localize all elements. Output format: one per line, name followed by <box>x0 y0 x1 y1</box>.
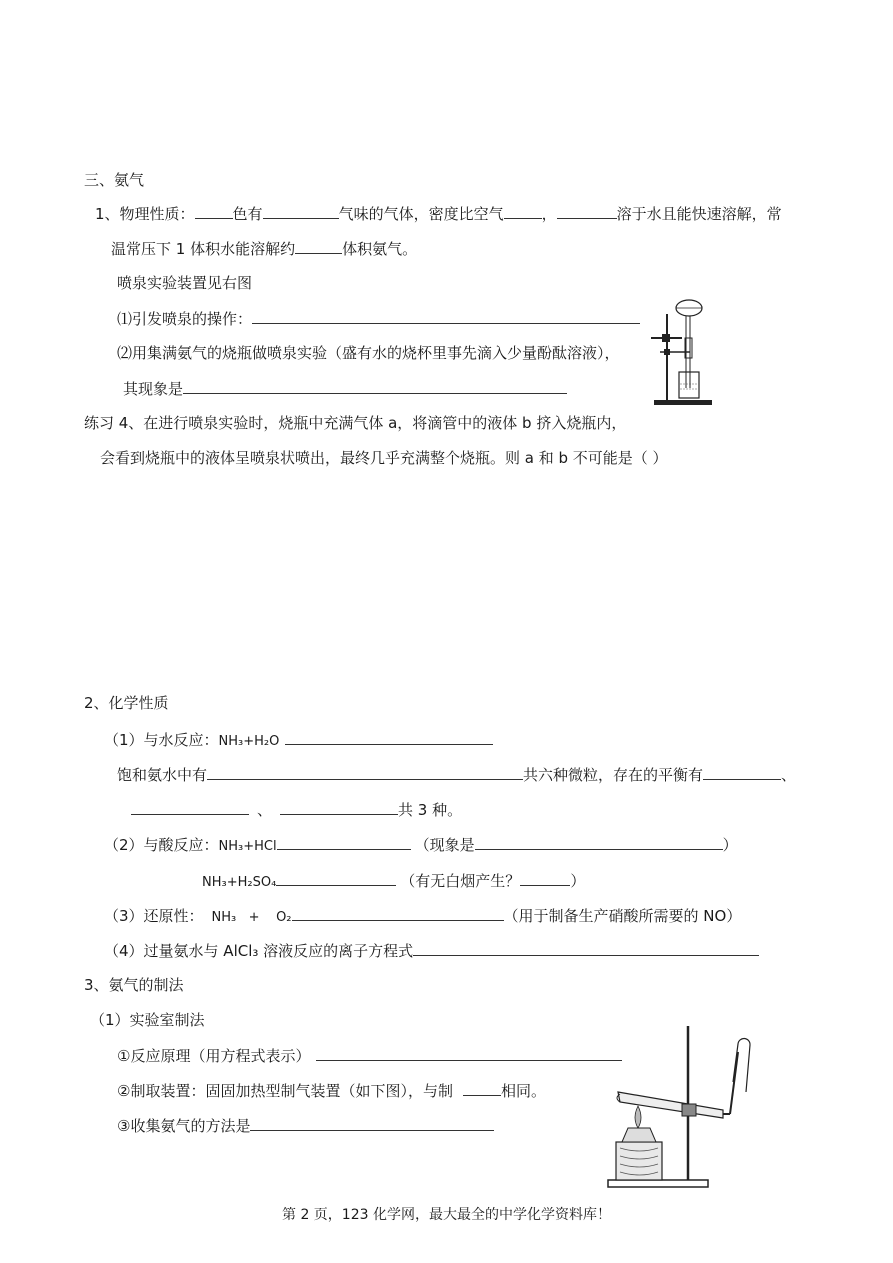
text: 共 3 种。 <box>398 801 463 819</box>
text: （4）过量氨水与 AlCl₃ 溶液反应的离子方程式 <box>104 942 414 960</box>
exercise-4-line1: 练习 4、在进行喷泉实验时，烧瓶中充满气体 a，将滴管中的液体 b 挤入烧瓶内， <box>84 414 627 432</box>
text: 体积氨气。 <box>342 240 418 258</box>
answer-blank[interactable] <box>276 870 396 886</box>
water-reaction <box>104 729 493 752</box>
answer-blank[interactable] <box>463 1080 501 1096</box>
answer-blank[interactable] <box>183 378 567 394</box>
answer-blank[interactable] <box>250 1115 494 1131</box>
text: 溶于水且能快速溶解，常 <box>616 205 782 223</box>
answer-blank[interactable] <box>295 238 342 254</box>
text: 其现象是 <box>123 380 184 398</box>
answer-blank[interactable] <box>280 799 398 815</box>
fountain-intro: 喷泉实验装置见右图 <box>117 274 253 292</box>
alcl3-reaction-line <box>104 940 759 961</box>
text: 、 <box>257 801 273 819</box>
equation: NH₃+H₂O <box>218 734 280 749</box>
ammonia-water-line <box>117 764 796 785</box>
lab-method: （1）实验室制法 <box>90 1011 205 1029</box>
apparatus-line <box>117 1080 546 1101</box>
reducibility-line <box>104 905 741 928</box>
physical-heading: 1、物理性质： <box>95 205 195 223</box>
text: 气味的气体，密度比空气 <box>338 205 504 223</box>
chemical-heading: 2、化学性质 <box>84 694 169 712</box>
text: ③收集氨气的方法是 <box>117 1117 251 1135</box>
equation: NH₃+H₂SO₄ <box>202 875 277 890</box>
section-title: 三、氨气 <box>84 171 145 189</box>
text: ⑴引发喷泉的操作： <box>117 310 253 328</box>
fountain-question-2: ⑵用集满氨气的烧瓶做喷泉实验（盛有水的烧杯里事先滴入少量酚酞溶液）， <box>117 344 620 362</box>
text: （1）与水反应： <box>104 731 219 749</box>
reaction-principle <box>117 1045 622 1066</box>
answer-blank[interactable] <box>195 203 233 219</box>
text: 、 <box>781 766 797 784</box>
text: ②制取装置：固固加热型制气装置（如下图），与制 <box>117 1082 453 1100</box>
acid-reaction-1 <box>104 834 738 857</box>
text: 共六种微粒，存在的平衡有 <box>523 766 704 784</box>
text: ） <box>570 872 586 890</box>
answer-blank[interactable] <box>520 870 570 886</box>
answer-blank[interactable] <box>207 764 523 780</box>
answer-blank[interactable] <box>285 729 493 745</box>
text: （有无白烟产生？ <box>400 872 521 890</box>
preparation-heading: 3、氨气的制法 <box>84 976 184 994</box>
text: 色有 <box>232 205 263 223</box>
collection-method <box>117 1115 494 1136</box>
answer-blank[interactable] <box>703 764 781 780</box>
text: ， <box>541 205 557 223</box>
fountain-apparatus-figure <box>646 296 714 408</box>
answer-blank[interactable] <box>131 799 249 815</box>
acid-reaction-2 <box>202 870 585 893</box>
text: ①反应原理（用方程式表示） <box>117 1047 311 1065</box>
equation: NH₃ + O₂ <box>211 910 292 925</box>
answer-blank[interactable] <box>292 905 504 921</box>
answer-blank[interactable] <box>475 834 723 850</box>
page-footer: 第 2 页，123 化学网，最大最全的中学化学资料库！ <box>282 1207 611 1223</box>
answer-blank[interactable] <box>263 203 339 219</box>
text: （3）还原性： <box>104 907 204 925</box>
text: ） <box>722 836 738 854</box>
answer-blank[interactable] <box>413 940 759 956</box>
text: （用于制备生产硝酸所需要的 NO） <box>503 907 742 925</box>
text: 饱和氨水中有 <box>117 766 208 784</box>
equation: NH₃+HCl <box>218 839 277 854</box>
answer-blank[interactable] <box>316 1045 622 1061</box>
heating-apparatus-figure <box>598 1022 758 1192</box>
physical-properties-line2 <box>111 238 417 259</box>
fountain-phenomenon <box>123 378 567 399</box>
answer-blank[interactable] <box>277 834 411 850</box>
text: （2）与酸反应： <box>104 836 219 854</box>
answer-blank[interactable] <box>504 203 542 219</box>
equilibria-line <box>131 799 462 820</box>
answer-blank[interactable] <box>557 203 617 219</box>
text: 温常压下 1 体积水能溶解约 <box>111 240 296 258</box>
physical-properties-line1 <box>95 203 782 224</box>
text: 相同。 <box>500 1082 546 1100</box>
fountain-question-1 <box>117 308 640 329</box>
answer-blank[interactable] <box>252 308 640 324</box>
exercise-4-line2: 会看到烧瓶中的液体呈喷泉状喷出，最终几乎充满整个烧瓶。则 a 和 b 不可能是（ ） <box>100 449 668 467</box>
text: （现象是 <box>414 836 475 854</box>
